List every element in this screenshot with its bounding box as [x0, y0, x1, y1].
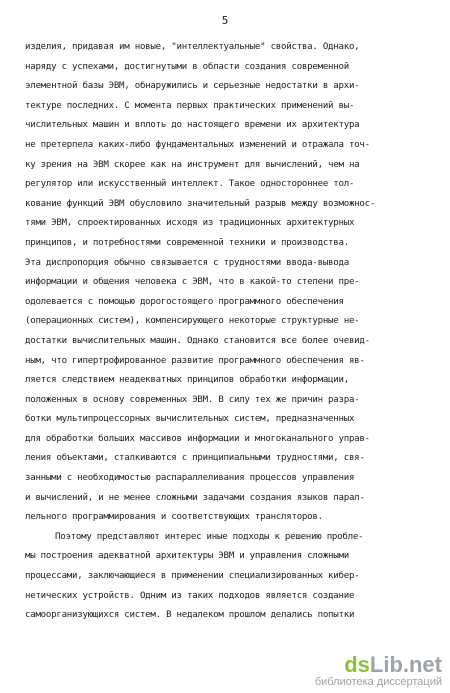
text-line: и вычислений, и не менее сложными задачами создания языков парал-	[25, 492, 365, 503]
text-line: принципов, и потребностями современной техники и производства.	[25, 237, 349, 248]
text-line: кование функций ЭВМ обусловило значительный разрыв между возможнос-	[25, 198, 376, 209]
dslib-logo	[315, 654, 442, 676]
text-line: ботки мультипроцессорных вычислительных систем, предназначенных	[25, 414, 355, 425]
text-line: ляется следствием неадекватных принципов обработки информации,	[25, 375, 349, 386]
text-line: лельного программирования и соответствующих трансляторов.	[25, 512, 323, 523]
text-line: ку зрения на ЭВМ скорее как на инструмент для вычислений, чем на	[25, 159, 360, 170]
text-line: Эта диспропорция обычно связывается с трудностями ввода-вывода	[25, 257, 349, 268]
text-line: мы построения адекватной архитектуры ЭВМ и управления сложными	[25, 551, 349, 562]
watermark-subtitle: библиотека диссертаций	[314, 676, 442, 688]
text-line: регулятор или искусственный интеллект. Такое одностороннее тол-	[25, 179, 355, 190]
logo-ds: ds	[344, 652, 370, 677]
text-line: (операционных систем), компенсирующего некоторые структурные не-	[25, 316, 360, 327]
text-line: процессами, заключающиеся в применении специализированных кибер-	[25, 571, 360, 582]
text-line: изделия, придавая им новые, "интеллектуальные" свойства. Однако,	[25, 42, 360, 52]
text-line: одолевается с помощью дорогостоящего программного обеспечения	[25, 296, 344, 307]
text-line: элементной базы ЭВМ, обнаружились и серьезные недостатки в архи-	[25, 81, 360, 92]
text-line: для обработки больших массивов информации и многоканального управ-	[25, 433, 370, 444]
text-line: информации и общения человека с ЭВМ, что в какой-то степени пре-	[25, 277, 360, 288]
page-number: 5	[221, 14, 229, 27]
text-line: числительных машин и вплоть до настоящего времени их архитектура	[25, 120, 360, 131]
dslib-watermark	[315, 654, 442, 689]
text-line: достатки вычислительных машин. Однако становится все более очевид-	[25, 335, 370, 346]
text-line: не претерпела каких-либо фундаментальных изменений и отражала точ-	[25, 139, 370, 150]
text-line: Поэтому представляют интерес иные подходы к решению пробле-	[55, 531, 364, 542]
text-line: положенных в основу современных ЭВМ. В силу тех же причин разра-	[25, 394, 360, 405]
text-line: тектуре последних. С момента первых практических применений вы-	[25, 100, 355, 111]
text-line: нетических устройств. Одним из таких подходов является создание	[25, 590, 355, 601]
document-body	[25, 38, 435, 626]
logo-rest: Lib.net	[369, 652, 442, 677]
text-line: самоорганизующихся систем. В недалеком прошлом делались попытки	[25, 610, 355, 621]
text-line: тями ЭВМ, спроектированных исходя из традиционных архитектурных	[25, 218, 355, 229]
text-line: занными с необходимостью распараллеливания процессов управления	[25, 473, 355, 484]
text-line: ным, что гипертрофированное развитие программного обеспечения яв-	[25, 355, 365, 366]
text-line: наряду с успехами, достигнутыми в области создания современной	[25, 61, 349, 72]
text-line: ления объектами, сталкиваются с принципиальными трудностями, свя-	[25, 453, 365, 464]
